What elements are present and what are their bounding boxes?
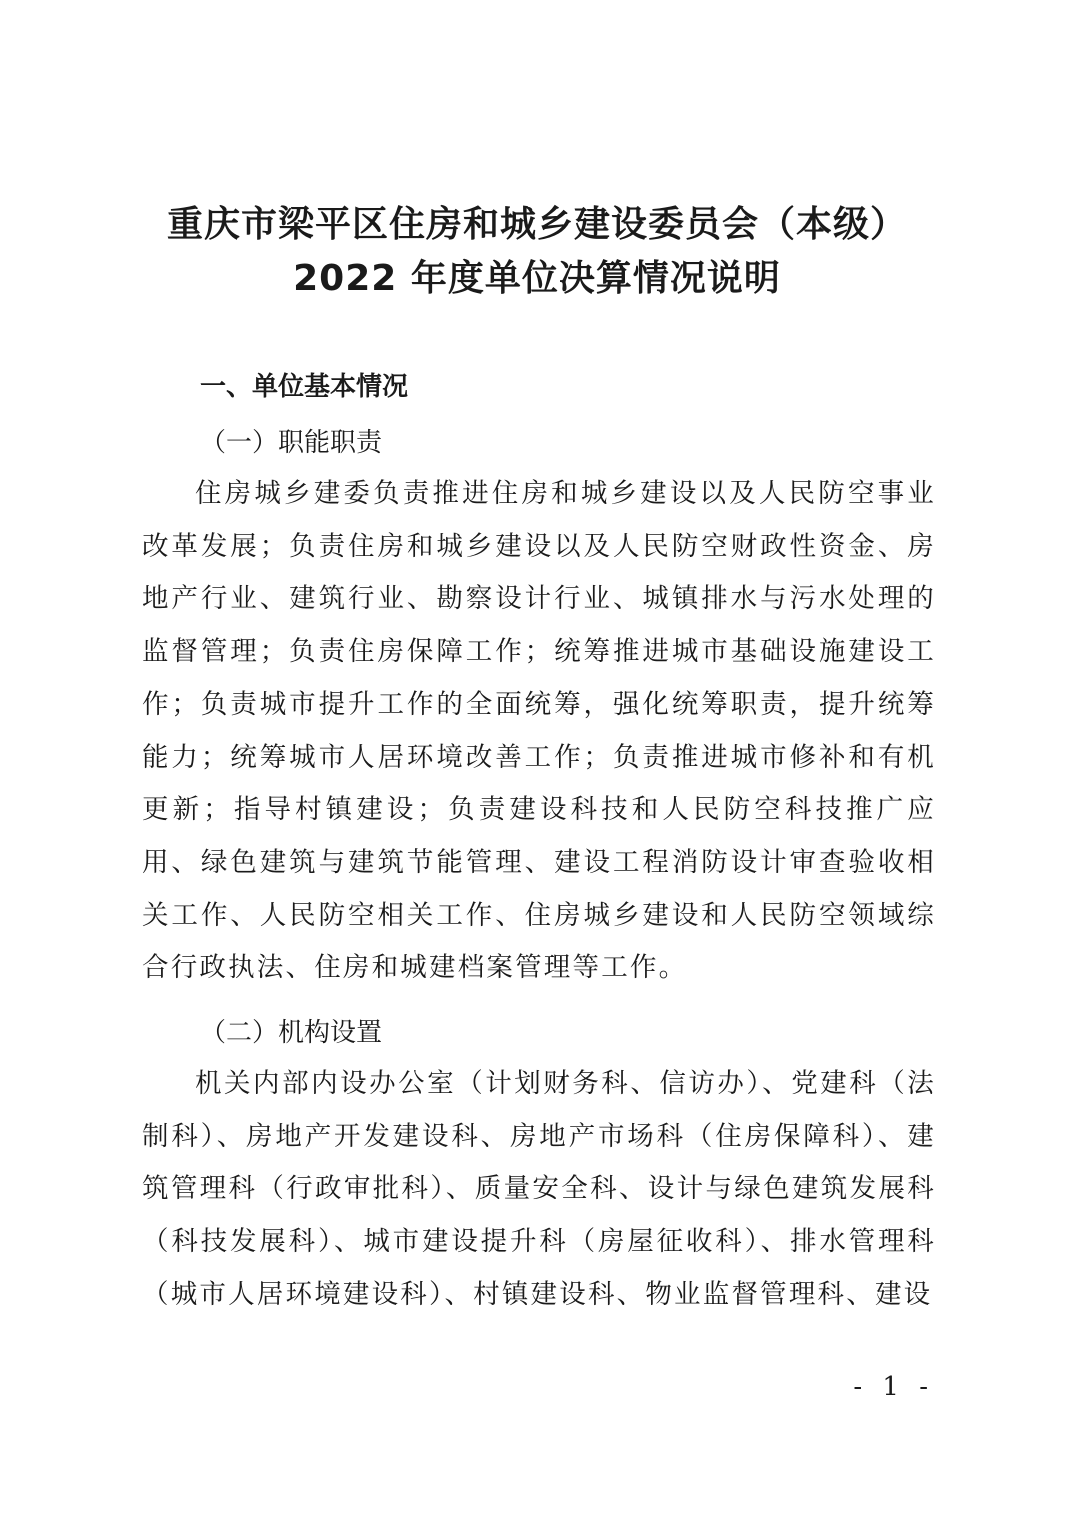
page-number: - 1 - bbox=[853, 1372, 934, 1402]
subsection-heading-organization: （二）机构设置 bbox=[200, 1018, 383, 1048]
organization-paragraph: 机关内部内设办公室（计划财务科、信访办）、党建科（法制科）、房地产开发建设科、房地产市场科（住房保障科）、建筑管理科（行政审批科）、质量安全科、设计与绿色建筑发展科（科技发展科）、城市建设提升科（房屋征收科）、排水管理科（城市人居环境建设科）、村镇建设科、物业监督管理科、建设 bbox=[142, 1068, 936, 1310]
subsection-heading-duties: （一）职能职责 bbox=[200, 428, 383, 458]
section-heading: 一、单位基本情况 bbox=[200, 372, 409, 402]
document-title-line-1: 重庆市梁平区住房和城乡建设委员会（本级） bbox=[166, 204, 907, 245]
document-title-line-2: 2022 年度单位决算情况说明 bbox=[293, 258, 781, 299]
duties-paragraph: 住房城乡建委负责推进住房和城乡建设以及人民防空事业改革发展；负责住房和城乡建设以及人民防空财政性资金、房地产行业、建筑行业、勘察设计行业、城镇排水与污水处理的监督管理；负责住房保障工作；统筹推进城市基础设施建设工作；负责城市提升工作的全面统筹，强化统筹职责，提升统筹能力；统筹城市人居环境改善工作；负责推进城市修补和有机更新；指导村镇建设；负责建设科技和人民防空科技推广应用、绿色建筑与建筑节能管理、建设工程消防设计审查验收相关工作、人民防空相关工作、住房城乡建设和人民防空领域综合行政执法、住房和城建档案管理等工作。 bbox=[142, 478, 936, 984]
